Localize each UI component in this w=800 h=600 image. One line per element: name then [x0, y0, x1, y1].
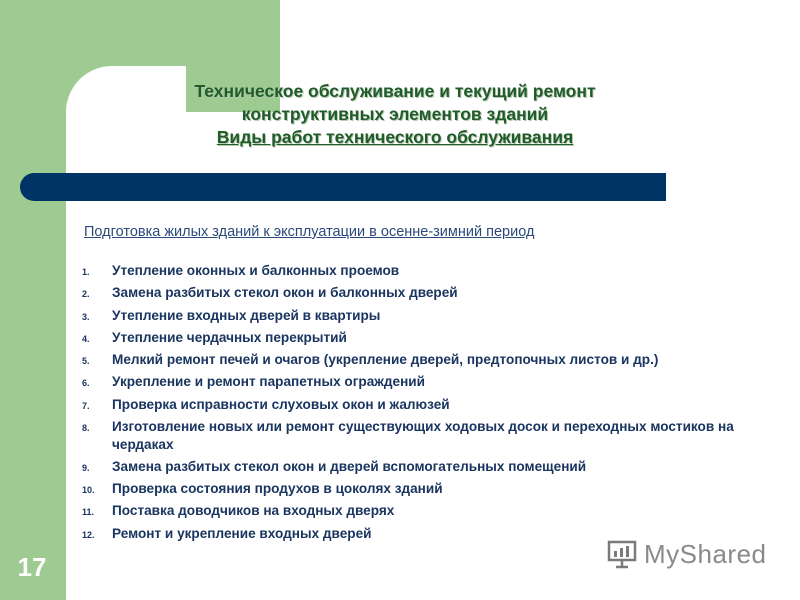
watermark-text: MyShared	[644, 538, 767, 569]
watermark-logo[interactable]	[606, 536, 767, 572]
item-text: Изготовление новых или ремонт существующих ходовых досок и переходных мостиков на чердаках	[112, 419, 734, 452]
item-number: 1.	[82, 267, 90, 277]
item-number: 4.	[82, 333, 90, 344]
item-text: Утепление оконных и балконных проемов	[112, 263, 400, 278]
list-item	[82, 502, 762, 520]
item-text: Мелкий ремонт печей и очагов (укрепление дверей, предтопочных листов и др.)	[112, 352, 659, 368]
item-number: 9.	[82, 462, 90, 473]
item-number: 7.	[82, 400, 90, 411]
list-item	[82, 418, 762, 453]
section-heading-link[interactable]: Подготовка жилых зданий к эксплуатации в осенне-зимний период	[84, 224, 535, 240]
list-item	[82, 396, 762, 414]
item-text: Замена разбитых стекол окон и дверей вспомогательных помещений	[112, 458, 587, 474]
slide-subtitle[interactable]: Виды работ технического обслуживания	[216, 127, 574, 147]
list-item	[82, 480, 762, 498]
item-number: 2.	[82, 289, 90, 300]
item-number: 11.	[82, 507, 95, 518]
item-text: Замена разбитых стекол окон и балконных дверей	[112, 285, 458, 301]
item-number: 8.	[82, 423, 90, 434]
item-number: 6.	[82, 378, 90, 389]
title-divider-bar	[20, 173, 666, 201]
slide-title	[80, 80, 710, 149]
list-item	[82, 262, 762, 280]
list-item	[82, 284, 762, 302]
item-text: Ремонт и укрепление входных дверей	[112, 525, 372, 541]
item-number: 3.	[82, 311, 90, 322]
item-text: Утепление чердачных перекрытий	[112, 329, 347, 345]
item-text: Укрепление и ремонт парапетных ограждений	[112, 374, 426, 390]
list-item	[82, 307, 762, 325]
item-text: Поставка доводчиков на входных дверях	[112, 503, 395, 519]
item-number: 5.	[82, 356, 90, 367]
list-item	[82, 458, 762, 476]
slide-number: 17	[17, 552, 47, 582]
item-number: 10.	[82, 485, 95, 496]
presentation-board-icon	[606, 538, 638, 570]
list-item	[82, 373, 762, 391]
item-text: Проверка исправности слуховых окон и жалюзей	[112, 396, 450, 412]
item-text: Утепление входных дверей в квартиры	[112, 307, 381, 323]
title-line-2: конструктивных элементов зданий	[241, 104, 549, 124]
list-item	[82, 351, 762, 369]
work-list	[82, 262, 762, 547]
list-item	[82, 329, 762, 347]
item-number: 12.	[82, 529, 95, 540]
title-line-1: Техническое обслуживание и текущий ремонт	[194, 81, 596, 101]
item-text: Проверка состояния продухов в цоколях зданий	[112, 481, 443, 497]
